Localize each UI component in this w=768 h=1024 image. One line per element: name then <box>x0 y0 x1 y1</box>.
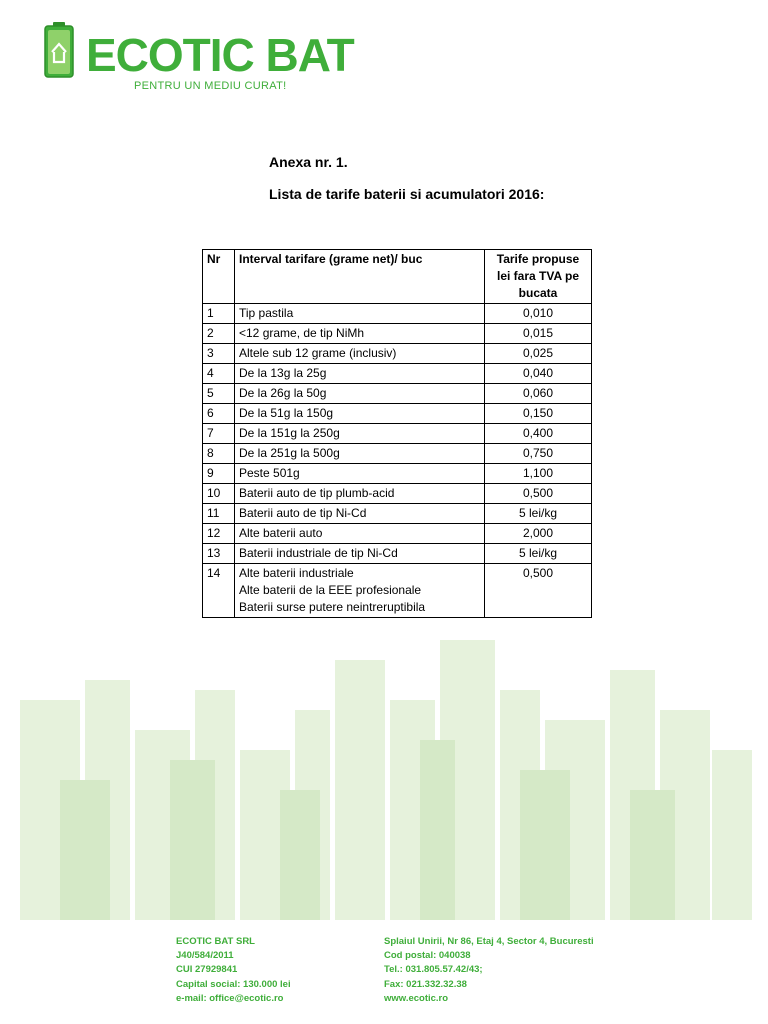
brand-tagline: PENTRU UN MEDIU CURAT! <box>134 80 287 92</box>
table-row <box>203 364 592 384</box>
footer-website: www.ecotic.ro <box>384 992 449 1004</box>
row-nr: 5 <box>203 384 235 404</box>
row-interval: De la 151g la 250g <box>235 424 485 444</box>
row-tarif: 5 lei/kg <box>485 504 592 524</box>
table-row <box>203 384 592 404</box>
city-skyline-watermark <box>0 640 768 920</box>
table-row <box>203 424 592 444</box>
row-interval <box>235 564 485 618</box>
footer-fax: Fax: 021.332.32.38 <box>384 978 467 990</box>
row-tarif: 0,750 <box>485 444 592 464</box>
battery-recycle-icon <box>44 22 74 78</box>
table-row <box>203 344 592 364</box>
row-tarif: 0,015 <box>485 324 592 344</box>
row-interval: Peste 501g <box>235 464 485 484</box>
table-row <box>203 544 592 564</box>
footer-contact-info <box>384 935 594 1006</box>
row-interval: Tip pastila <box>235 304 485 324</box>
row-nr: 10 <box>203 484 235 504</box>
row-tarif: 0,040 <box>485 364 592 384</box>
row-interval: De la 51g la 150g <box>235 404 485 424</box>
table-row <box>203 504 592 524</box>
table-row <box>203 444 592 464</box>
company-logo <box>40 18 354 98</box>
brand-name: ECOTIC BAT <box>86 29 354 81</box>
column-header-nr: Nr <box>203 250 235 304</box>
row-nr: 7 <box>203 424 235 444</box>
table-row <box>203 564 592 618</box>
row-nr: 11 <box>203 504 235 524</box>
footer-email: e-mail: office@ecotic.ro <box>176 992 284 1004</box>
footer-registration: J40/584/2011 <box>176 950 234 962</box>
row-tarif: 0,400 <box>485 424 592 444</box>
row-tarif: 0,010 <box>485 304 592 324</box>
row-tarif: 0,500 <box>485 484 592 504</box>
table-row <box>203 304 592 324</box>
row-interval: De la 26g la 50g <box>235 384 485 404</box>
row-interval: De la 13g la 25g <box>235 364 485 384</box>
column-header-interval: Interval tarifare (grame net)/ buc <box>235 250 485 304</box>
table-row <box>203 404 592 424</box>
footer-postal-code: Cod postal: 040038 <box>384 950 471 962</box>
row-tarif: 1,100 <box>485 464 592 484</box>
row-interval-line: Baterii surse putere neintreruptibila <box>239 600 426 614</box>
footer-company-info <box>176 935 291 1006</box>
row-nr: 14 <box>203 564 235 618</box>
row-tarif: 0,060 <box>485 384 592 404</box>
row-tarif: 5 lei/kg <box>485 544 592 564</box>
row-nr: 12 <box>203 524 235 544</box>
row-interval: Baterii auto de tip Ni-Cd <box>235 504 485 524</box>
table-row <box>203 524 592 544</box>
row-interval: Alte baterii auto <box>235 524 485 544</box>
row-nr: 1 <box>203 304 235 324</box>
row-tarif: 2,000 <box>485 524 592 544</box>
row-tarif: 0,500 <box>485 564 592 618</box>
row-tarif: 0,025 <box>485 344 592 364</box>
footer-cui: CUI 27929841 <box>176 964 238 976</box>
table-row <box>203 484 592 504</box>
document-title: Lista de tarife baterii si acumulatori 2016: <box>269 186 545 202</box>
row-nr: 9 <box>203 464 235 484</box>
table-header-row <box>203 250 592 304</box>
tariff-table <box>202 249 592 618</box>
row-interval-line: Alte baterii de la EEE profesionale <box>239 583 422 597</box>
footer-address: Splaiul Unirii, Nr 86, Etaj 4, Sector 4, Bucuresti <box>384 936 594 947</box>
row-interval: Baterii auto de tip plumb-acid <box>235 484 485 504</box>
table-row <box>203 324 592 344</box>
row-interval: De la 251g la 500g <box>235 444 485 464</box>
row-nr: 6 <box>203 404 235 424</box>
row-interval: <12 grame, de tip NiMh <box>235 324 485 344</box>
footer-phone: Tel.: 031.805.57.42/43; <box>384 964 483 976</box>
row-interval: Altele sub 12 grame (inclusiv) <box>235 344 485 364</box>
row-nr: 2 <box>203 324 235 344</box>
row-interval-line: Alte baterii industriale <box>239 566 354 580</box>
row-tarif: 0,150 <box>485 404 592 424</box>
row-nr: 4 <box>203 364 235 384</box>
row-nr: 13 <box>203 544 235 564</box>
row-nr: 8 <box>203 444 235 464</box>
table-row <box>203 464 592 484</box>
column-header-tarif: Tarife propuse lei fara TVA pe bucata <box>485 250 592 304</box>
annex-heading: Anexa nr. 1. <box>269 154 348 170</box>
footer-company-name: ECOTIC BAT SRL <box>176 936 255 947</box>
footer-capital: Capital social: 130.000 lei <box>176 978 291 990</box>
row-interval: Baterii industriale de tip Ni-Cd <box>235 544 485 564</box>
row-nr: 3 <box>203 344 235 364</box>
